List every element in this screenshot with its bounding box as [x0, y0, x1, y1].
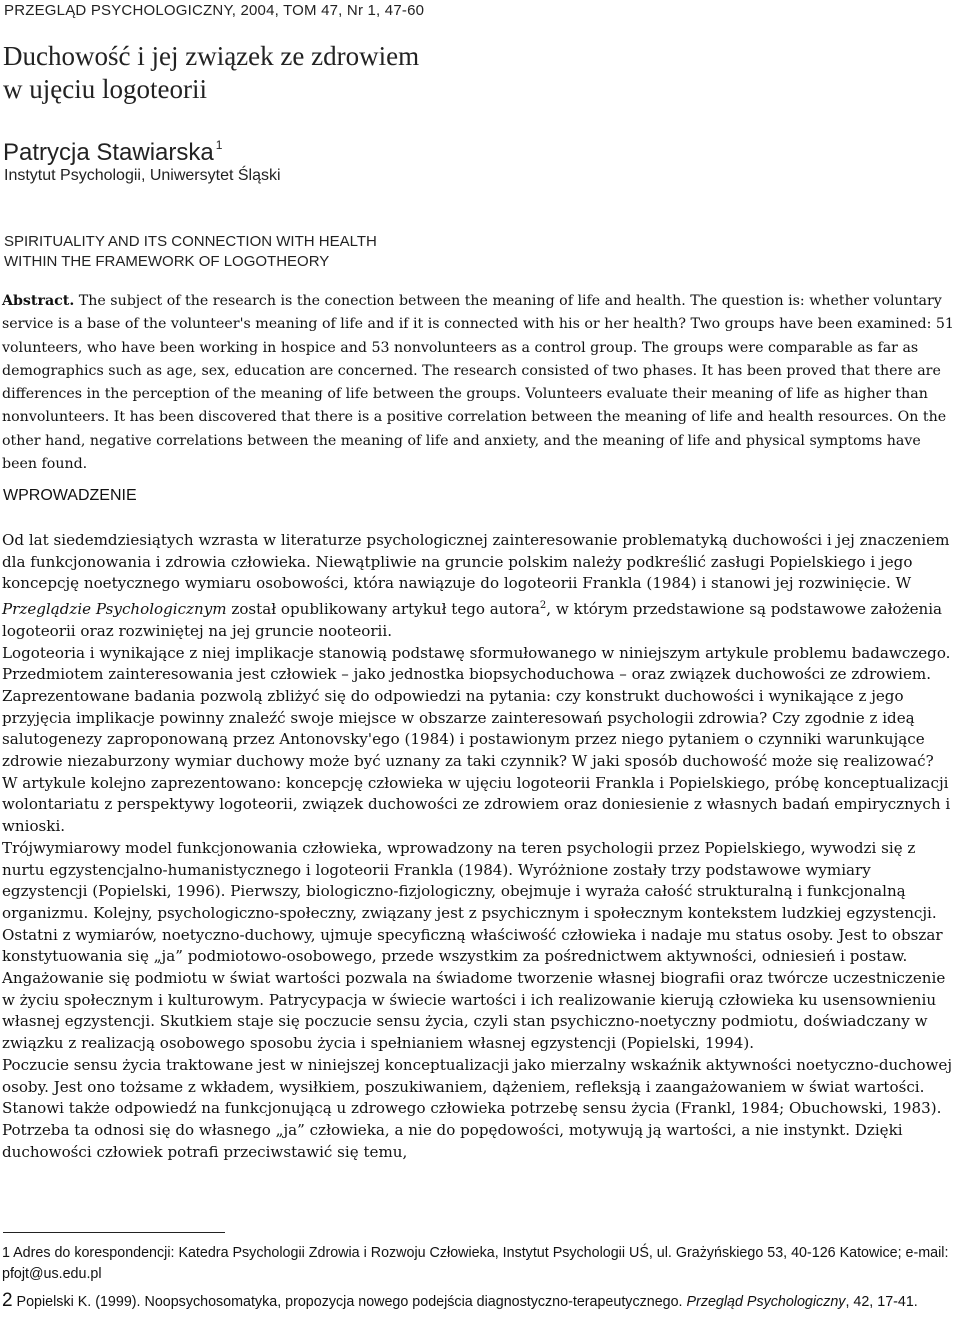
footnote-divider [3, 1232, 225, 1233]
author-name [3, 138, 222, 167]
footnote-1: 1 Adres do korespondencji: Katedra Psychologii Zdrowia i Rozwoju Człowieka, Instytut Psychologii UŚ, ul. Grażyńskiego 53, 40-126 Katowice; e-mail: pfojt@us.edu.pl [2, 1245, 949, 1282]
english-title-line-2: WITHIN THE FRAMEWORK OF LOGOTHEORY [4, 253, 330, 270]
paragraph-1-part-c: , w którym przedstawione są podstawowe założenia logoteorii oraz rozwiniętej na jej gruncie nooteorii. [2, 600, 943, 640]
abstract-text: The subject of the research is the conection between the meaning of life and health. The question is: whether voluntary service is a base of the volunteer's meaning of life and if it is connected with his or her health? Two groups have been examined: 51 volunteers, who have been working in hospice and 53 nonvolunteers as a control group. The groups were comparable as far as demographics such as age, sex, education are concerned. The research consisted of two phases. It has been proved that there are differences in the perception of the meaning of life between the groups. Volunteers evaluate their meaning of life as higher than nonvolunteers. It has been discovered that there is a positive correlation between the meaning of life and health resources. On the other hand, negative correlations between the meaning of life and anxiety, and the meaning of life and physical symptoms have been found. [2, 293, 954, 473]
footnote-2-text: Popielski K. (1999). Noopsychosomatyka, propozycja nowego podejścia diagnostyczno-terapeutycznego. [12, 1294, 687, 1310]
journal-name-italic: Przeglądzie Psychologicznym [2, 600, 227, 619]
english-title [4, 232, 377, 272]
section-heading: WPROWADZENIE [3, 487, 137, 504]
footnote-2-number: 2 [2, 1290, 13, 1311]
body-text [2, 530, 958, 1163]
footnote-2-journal: Przegląd Psychologiczny [686, 1294, 846, 1310]
paragraph-2: Logoteoria i wynikające z niej implikacje stanowią podstawę sformułowanego w niniejszym artykule problemu badawczego. Przedmiotem zainteresowania jest człowiek – jako jednostka biopsychoduchowa – oraz związek duchowości ze zdrowiem. Zaprezentowane badania pozwolą zbliżyć się do odpowiedzi na pytania: czy konstrukt duchowości i wynikające z jego przyjęcia implikacje powinny znaleźć swoje miejsce w obszarze zainteresowań psychologii zdrowia? Czy zgodnie z ideą salutogenezy zaproponowaną przez Antonovsky'ego (1984) i postawionym przez niego pytaniem o czynniki warunkujące zdrowie niezaburzony wymiar duchowy może być uznany za taki czynnik? W jaki sposób duchowość może się realizować? [2, 643, 951, 771]
author-footnote-mark: 1 [215, 138, 223, 152]
author-name-text: Patrycja Stawiarska [3, 139, 214, 166]
abstract-label: Abstract. [2, 293, 75, 309]
title-line-2: w ujęciu logoteorii [3, 74, 207, 104]
footnote-2 [2, 1290, 957, 1313]
footnote-ref-2: 2 [539, 600, 547, 612]
paragraph-1 [2, 530, 958, 643]
paragraph-4: Trójwymiarowy model funkcjonowania człowieka, wprowadzony na teren psychologii przez Popielskiego, wywodzi się z nurtu egzystencjalno-humanistycznego i logoteorii Frankla (1984). Wyróżnione zostały trzy podstawowe wymiary egzystencji (Popielski, 1996). Pierwszy, biologiczno-fizjologiczny, obejmuje i wyraża całość strukturalną i funkcjonalną organizmu. Kolejny, psychologiczno-społeczny, związany jest z psychicznym i społecznym kontekstem ludzkiej egzystencji. Ostatni z wymiarów, noetyczno-duchowy, ujmuje specyficzną właściwość człowieka i nadaje mu status osoby. Jest to obszar konstytuowania się „ja” podmiotowo-osobowego, przede wszystkim za pośrednictwem aktywności, odniesień i postaw. Angażowanie się podmiotu w świat wartości pozwala na świadome tworzenie własnej biografii oraz twórcze uczestniczenie w życiu społecznym i kulturowym. Patrycypacja w świecie wartości i ich realizowanie kierują człowieka ku usensownieniu własnej egzystencji. Skutkiem staje się poczucie sensu życia, czyli stan psychiczno-noetyczny podmiotu, doświadczany w związku z realizacją osobowego sposobu życia i spełnianiem własnej egzystencji (Popielski, 1994). [2, 838, 946, 1053]
paragraph-5: Poczucie sensu życia traktowane jest w niniejszej konceptualizacji jako mierzalny wskaźnik aktywności noetyczno-duchowej osoby. Jest ono tożsame z wkładem, wysiłkiem, poszukiwaniem, dążeniem, refleksją i zaangażowaniem w świat wartości. Stanowi także odpowiedź na funkcjonującą u zdrowego człowieka potrzebę sensu życia (Frankl, 1984; Obuchowski, 1983). Potrzeba ta odnosi się do własnego „ja” człowieka, a nie do popędowości, motywują ją wartości, a nie instynkt. Dzięki duchowości człowiek potrafi przeciwstawić się temu, [2, 1055, 953, 1161]
journal-header: PRZEGLĄD PSYCHOLOGICZNY, 2004, TOM 47, Nr 1, 47-60 [4, 2, 425, 19]
author-affiliation: Instytut Psychologii, Uniwersytet Śląski [4, 167, 281, 184]
paragraph-3: W artykule kolejno zaprezentowano: koncepcję człowieka w ujęciu logoteorii Frankla i Popielskiego, próbę konceptualizacji wolontariatu z perspektywy logoteorii, związek duchowości ze zdrowiem oraz doniesienie z własnych badań empirycznych i wnioski. [2, 773, 951, 836]
abstract [2, 290, 954, 476]
paragraph-1-part-b: został opublikowany artykuł tego autora [226, 600, 540, 619]
footnote-2-end: , 42, 17-41. [845, 1294, 918, 1310]
english-title-line-1: SPIRITUALITY AND ITS CONNECTION WITH HEALTH [4, 233, 377, 250]
title-line-1: Duchowość i jej związek ze zdrowiem [3, 41, 420, 71]
article-title [3, 40, 419, 106]
paragraph-1-part-a: Od lat siedemdziesiątych wzrasta w literaturze psychologicznej zainteresowanie problematyką duchowości i jej znaczeniem dla funkcjonowania i zdrowia człowieka. Niewątpliwie na gruncie polskim należy podkreślić zasługi Popielskiego i jego koncepcję noetycznego wymiaru osobowości, która nawiązuje do logoteorii Frankla (1984) i stanowi jej rozwinięcie. W [2, 531, 950, 593]
